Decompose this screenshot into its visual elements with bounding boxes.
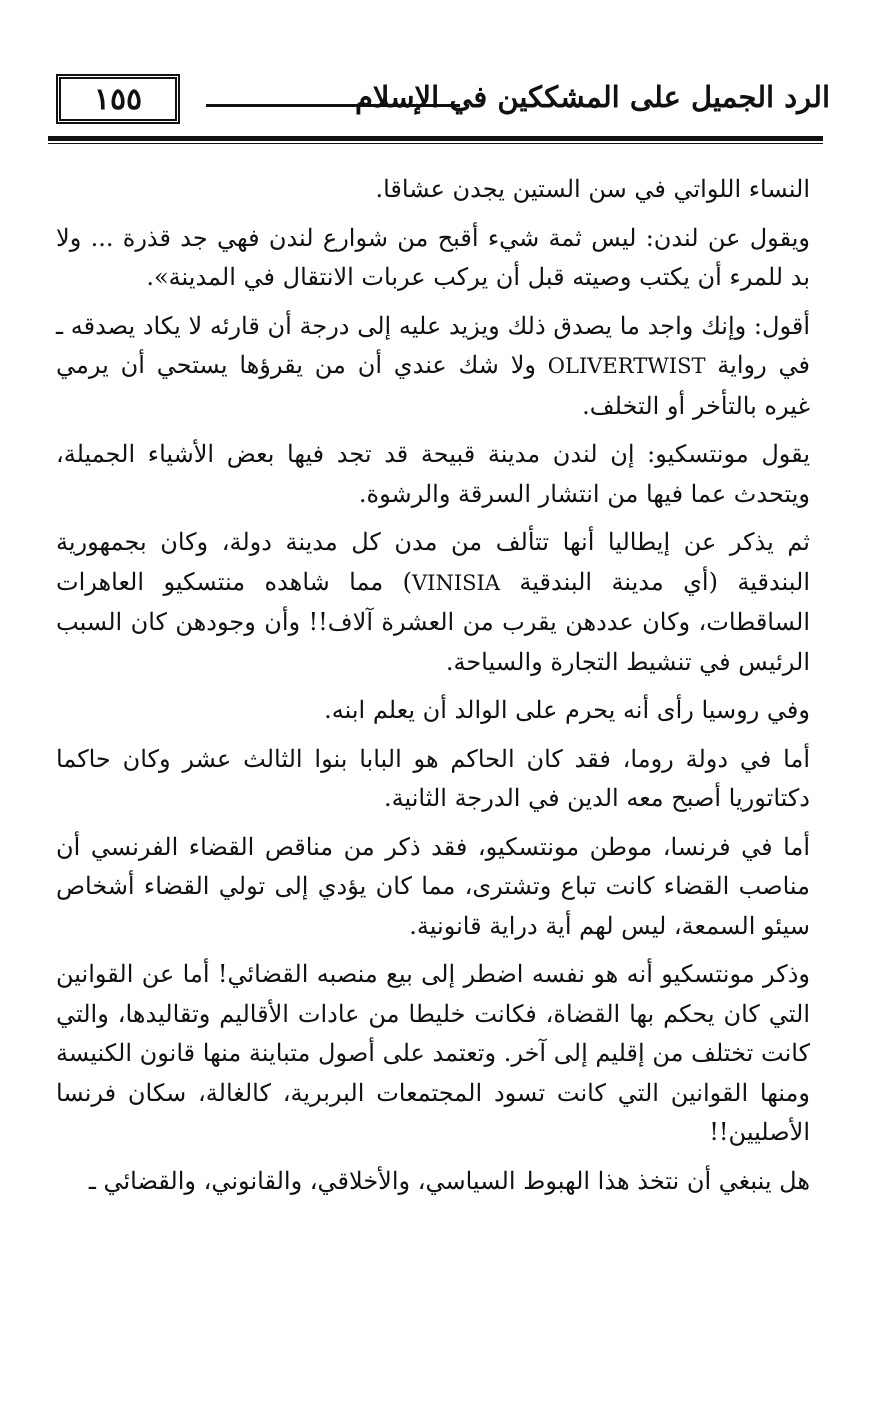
paragraph-5-part-1: ثم يذكر عن إيطاليا أنها تتألف من مدن كل مدينة دولة، وكان بجمهورية البندقية (أي مدينة البندقية [56,528,810,596]
page-number: ١٥٥ [93,81,143,117]
page-number-box [56,74,180,124]
paragraph-5-part-2: ) مما شاهده منتسكيو العاهرات الساقطات، وكان عددهن يقرب من العشرة آلاف!! وأن وجودهن كان السبب الرئيس في تنشيط التجارة والسياحة. [56,567,810,676]
paragraph-9: وذكر مونتسكيو أنه هو نفسه اضطر إلى بيع منصبه القضائي! أما عن القوانين التي كان يحكم بها القضاة، فكانت خليطا من عادات الأقاليم وتقاليدها، والتي كانت تختلف من إقليم إلى آخر. وتعتمد على أصول متباينة منها قانون الكنيسة ومنها القوانين التي كانت تسود المجتمعات البربرية، كالغالة، سكان فرنسا الأصليين!! [56,960,810,1146]
paragraph-1: النساء اللواتي في سن الستين يجدن عشاقا. [375,175,810,203]
page-header [40,68,830,128]
paragraph-10: هل ينبغي أن نتخذ هذا الهبوط السياسي، والأخلاقي، والقانوني، والقضائي ـ [88,1166,810,1195]
paragraph-4: يقول مونتسكيو: إن لندن مدينة قبيحة قد تجد فيها بعض الأشياء الجميلة، ويتحدث عما فيها من انتشار السرقة والرشوة. [56,440,810,508]
header-rule-thin [48,143,823,144]
paragraph-2: ويقول عن لندن: ليس ثمة شيء أقبح من شوارع لندن فهي جد قذرة ... ولا بد للمرء أن يكتب وصيته قبل أن يركب عربات الانتقال في المدينة». [56,223,810,291]
paragraph-3-part-2: ولا شك عندي أن من يقرؤها يستحي أن يرمي غيره بالتأخر أو التخلف. [56,351,810,420]
paragraph-7: أما في دولة روما، فقد كان الحاكم هو البابا بنوا الثالث عشر وكان حاكما دكتاتوريا أصبح معه الدين في الدرجة الثانية. [56,744,810,812]
latin-term-vinisia: VINISIA [412,570,500,595]
running-title: الرد الجميل على المشككين في الإسلام [354,80,830,114]
header-rule-thick [48,136,823,141]
body-text [56,170,810,1210]
paragraph-3 [56,307,810,427]
paragraph-8: أما في فرنسا، موطن مونتسكيو، فقد ذكر من مناقص القضاء الفرنسي أن مناصب القضاء كانت تباع وتشترى، مما كان يؤدي إلى تولي القضاء أشخاص سيئو السمعة، ليس لهم أية دراية قانونية. [56,832,810,940]
latin-term-olivertwist: OLIVERTWIST [547,354,706,378]
paragraph-6: وفي روسيا رأى أنه يحرم على الوالد أن يعلم ابنه. [324,696,810,724]
paragraph-3-part-1: أقول: وإنك واجد ما يصدق ذلك ويزيد عليه إلى درجة أن قارئه لا يكاد يصدقه ـ في رواية [56,311,810,379]
paragraph-5 [56,523,810,682]
